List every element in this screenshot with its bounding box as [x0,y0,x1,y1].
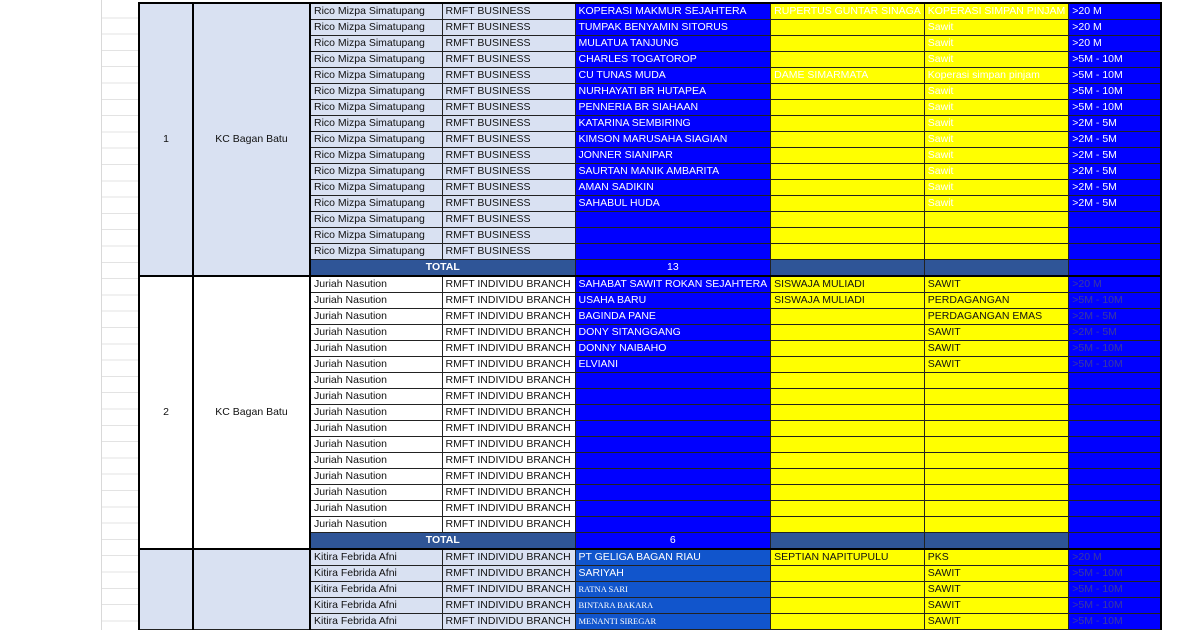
rm-type-cell[interactable]: RMFT BUSINESS [442,36,575,52]
plafond-range-cell[interactable] [1069,244,1161,260]
rm-type-cell[interactable]: RMFT BUSINESS [442,132,575,148]
business-sector-cell[interactable]: Koperasi simpan pinjam [924,68,1069,84]
branch-cell[interactable]: KC Bagan Batu [193,276,310,549]
business-sector-cell[interactable]: SAWIT [924,341,1069,357]
debtor-name-cell[interactable]: BINTARA BAKARA [575,598,771,614]
total-count-cell[interactable]: 13 [575,260,771,277]
rm-type-cell[interactable]: RMFT INDIVIDU BRANCH [442,566,575,582]
plafond-range-cell[interactable]: >5M - 10M [1069,68,1161,84]
debtor-name-cell[interactable] [575,437,771,453]
debtor-name-cell[interactable]: TUMPAK BENYAMIN SITORUS [575,20,771,36]
rm-type-cell[interactable]: RMFT INDIVIDU BRANCH [442,485,575,501]
debtor-name-cell[interactable] [575,389,771,405]
business-sector-cell[interactable] [924,437,1069,453]
pic-cell[interactable] [771,469,925,485]
pic-cell[interactable] [771,116,925,132]
pic-cell[interactable] [771,132,925,148]
rm-type-cell[interactable]: RMFT INDIVIDU BRANCH [442,469,575,485]
rm-type-cell[interactable]: RMFT BUSINESS [442,100,575,116]
rm-name-cell[interactable]: Juriah Nasution [310,453,442,469]
business-sector-cell[interactable] [924,244,1069,260]
rm-type-cell[interactable]: RMFT INDIVIDU BRANCH [442,453,575,469]
rm-name-cell[interactable]: Rico Mizpa Simatupang [310,164,442,180]
rm-name-cell[interactable]: Kitira Febrida Afni [310,566,442,582]
pic-cell[interactable] [771,485,925,501]
pic-cell[interactable] [771,212,925,228]
debtor-name-cell[interactable]: KIMSON MARUSAHA SIAGIAN [575,132,771,148]
business-sector-cell[interactable]: SAWIT [924,582,1069,598]
branch-cell[interactable] [193,549,310,630]
plafond-range-cell[interactable]: >5M - 10M [1069,598,1161,614]
business-sector-cell[interactable] [924,421,1069,437]
business-sector-cell[interactable]: PERDAGANGAN EMAS [924,309,1069,325]
business-sector-cell[interactable]: KOPERASI SIMPAN PINJAM [924,3,1069,20]
debtor-name-cell[interactable]: KATARINA SEMBIRING [575,116,771,132]
pic-cell[interactable] [771,598,925,614]
debtor-name-cell[interactable]: BAGINDA PANE [575,309,771,325]
pic-cell[interactable] [771,437,925,453]
table-row [139,276,1161,293]
business-sector-cell[interactable]: SAWIT [924,276,1069,293]
pic-cell[interactable]: SISWAJA MULIADI [771,293,925,309]
rm-type-cell[interactable]: RMFT BUSINESS [442,212,575,228]
debtor-name-cell[interactable] [575,485,771,501]
row-header-gridlines [101,0,139,630]
rm-type-cell[interactable]: RMFT INDIVIDU BRANCH [442,549,575,566]
plafond-range-cell[interactable]: >2M - 5M [1069,180,1161,196]
debtor-name-cell[interactable] [575,405,771,421]
pic-cell[interactable] [771,52,925,68]
rm-name-cell[interactable]: Juriah Nasution [310,485,442,501]
debtor-name-cell[interactable] [575,228,771,244]
plafond-range-cell[interactable]: >20 M [1069,549,1161,566]
pic-cell[interactable] [771,357,925,373]
pic-cell[interactable] [771,196,925,212]
branch-cell[interactable]: KC Bagan Batu [193,3,310,276]
business-sector-cell[interactable] [924,405,1069,421]
rm-name-cell[interactable]: Kitira Febrida Afni [310,582,442,598]
business-sector-cell[interactable] [924,389,1069,405]
plafond-range-cell[interactable] [1069,517,1161,533]
pic-cell[interactable] [771,325,925,341]
debtor-name-cell[interactable]: SAURTAN MANIK AMBARITA [575,164,771,180]
rm-name-cell[interactable]: Rico Mizpa Simatupang [310,52,442,68]
pic-cell[interactable] [771,36,925,52]
rm-type-cell[interactable]: RMFT BUSINESS [442,148,575,164]
business-sector-cell[interactable] [924,501,1069,517]
business-sector-cell[interactable]: PERDAGANGAN [924,293,1069,309]
debtor-name-cell[interactable]: KOPERASI MAKMUR SEJAHTERA [575,3,771,20]
plafond-range-cell[interactable]: >2M - 5M [1069,196,1161,212]
rm-debtor-table [138,2,1162,630]
debtor-name-cell[interactable]: MENANTI SIREGAR [575,614,771,630]
plafond-range-cell[interactable]: >20 M [1069,276,1161,293]
rm-type-cell[interactable]: RMFT BUSINESS [442,68,575,84]
rm-name-cell[interactable]: Rico Mizpa Simatupang [310,228,442,244]
rm-name-cell[interactable]: Juriah Nasution [310,341,442,357]
table-row [139,549,1161,566]
rm-name-cell[interactable]: Juriah Nasution [310,501,442,517]
debtor-name-cell[interactable] [575,373,771,389]
rm-name-cell[interactable]: Juriah Nasution [310,421,442,437]
pic-cell[interactable] [771,614,925,630]
debtor-name-cell[interactable]: RATNA SARI [575,582,771,598]
rm-type-cell[interactable]: RMFT BUSINESS [442,3,575,20]
business-sector-cell[interactable]: Sawit [924,148,1069,164]
rm-type-cell[interactable]: RMFT INDIVIDU BRANCH [442,501,575,517]
pic-cell[interactable]: DAME SIMARMATA [771,68,925,84]
business-sector-cell[interactable]: Sawit [924,132,1069,148]
rm-name-cell[interactable]: Rico Mizpa Simatupang [310,68,442,84]
business-sector-cell[interactable]: SAWIT [924,614,1069,630]
total-label-cell[interactable]: TOTAL [310,260,575,277]
total-empty-cell[interactable] [771,533,925,550]
rm-type-cell[interactable]: RMFT INDIVIDU BRANCH [442,582,575,598]
rm-name-cell[interactable]: Juriah Nasution [310,517,442,533]
debtor-name-cell[interactable]: PT GELIGA BAGAN RIAU [575,549,771,566]
rm-name-cell[interactable]: Juriah Nasution [310,437,442,453]
rm-name-cell[interactable]: Kitira Febrida Afni [310,614,442,630]
plafond-range-cell[interactable]: >5M - 10M [1069,614,1161,630]
plafond-range-cell[interactable]: >20 M [1069,36,1161,52]
plafond-range-cell[interactable] [1069,437,1161,453]
plafond-range-cell[interactable]: >5M - 10M [1069,582,1161,598]
rm-type-cell[interactable]: RMFT BUSINESS [442,164,575,180]
debtor-name-cell[interactable]: SAHABAT SAWIT ROKAN SEJAHTERA [575,276,771,293]
plafond-range-cell[interactable]: >5M - 10M [1069,357,1161,373]
debtor-name-cell[interactable]: AMAN SADIKIN [575,180,771,196]
plafond-range-cell[interactable]: >5M - 10M [1069,84,1161,100]
rm-type-cell[interactable]: RMFT BUSINESS [442,20,575,36]
rm-type-cell[interactable]: RMFT BUSINESS [442,52,575,68]
rm-name-cell[interactable]: Kitira Febrida Afni [310,598,442,614]
business-sector-cell[interactable]: SAWIT [924,357,1069,373]
plafond-range-cell[interactable] [1069,228,1161,244]
rm-type-cell[interactable]: RMFT BUSINESS [442,116,575,132]
rm-name-cell[interactable]: Rico Mizpa Simatupang [310,132,442,148]
rm-type-cell[interactable]: RMFT INDIVIDU BRANCH [442,325,575,341]
rm-name-cell[interactable]: Rico Mizpa Simatupang [310,116,442,132]
rm-type-cell[interactable]: RMFT BUSINESS [442,84,575,100]
rm-name-cell[interactable]: Rico Mizpa Simatupang [310,20,442,36]
debtor-name-cell[interactable] [575,244,771,260]
debtor-name-cell[interactable]: SAHABUL HUDA [575,196,771,212]
total-count-cell[interactable]: 6 [575,533,771,550]
rm-name-cell[interactable]: Rico Mizpa Simatupang [310,84,442,100]
rm-name-cell[interactable]: Juriah Nasution [310,276,442,293]
plafond-range-cell[interactable]: >20 M [1069,3,1161,20]
pic-cell[interactable] [771,309,925,325]
plafond-range-cell[interactable] [1069,373,1161,389]
plafond-range-cell[interactable] [1069,389,1161,405]
debtor-name-cell[interactable] [575,212,771,228]
debtor-name-cell[interactable] [575,501,771,517]
total-empty-cell[interactable] [924,533,1069,550]
pic-cell[interactable] [771,421,925,437]
pic-cell[interactable] [771,100,925,116]
rm-type-cell[interactable]: RMFT INDIVIDU BRANCH [442,517,575,533]
plafond-range-cell[interactable]: >2M - 5M [1069,116,1161,132]
rm-type-cell[interactable]: RMFT INDIVIDU BRANCH [442,437,575,453]
rm-type-cell[interactable]: RMFT BUSINESS [442,196,575,212]
table-row [139,3,1161,20]
debtor-name-cell[interactable]: NURHAYATI BR HUTAPEA [575,84,771,100]
plafond-range-cell[interactable]: >20 M [1069,20,1161,36]
section-number-cell[interactable] [139,549,193,630]
rm-type-cell[interactable]: RMFT INDIVIDU BRANCH [442,341,575,357]
total-label-cell[interactable]: TOTAL [310,533,575,550]
plafond-range-cell[interactable]: >5M - 10M [1069,52,1161,68]
pic-cell[interactable]: RUPERTUS GUNTAR SINAGA [771,3,925,20]
business-sector-cell[interactable]: Sawit [924,36,1069,52]
business-sector-cell[interactable] [924,212,1069,228]
plafond-range-cell[interactable] [1069,453,1161,469]
rm-name-cell[interactable]: Juriah Nasution [310,325,442,341]
debtor-name-cell[interactable] [575,469,771,485]
business-sector-cell[interactable]: Sawit [924,20,1069,36]
business-sector-cell[interactable] [924,228,1069,244]
debtor-name-cell[interactable] [575,421,771,437]
rm-type-cell[interactable]: RMFT BUSINESS [442,180,575,196]
debtor-name-cell[interactable]: CHARLES TOGATOROP [575,52,771,68]
business-sector-cell[interactable]: Sawit [924,196,1069,212]
business-sector-cell[interactable] [924,517,1069,533]
plafond-range-cell[interactable]: >2M - 5M [1069,325,1161,341]
debtor-name-cell[interactable]: JONNER SIANIPAR [575,148,771,164]
debtor-name-cell[interactable]: ELVIANI [575,357,771,373]
pic-cell[interactable] [771,405,925,421]
rm-type-cell[interactable]: RMFT INDIVIDU BRANCH [442,614,575,630]
pic-cell[interactable] [771,501,925,517]
debtor-name-cell[interactable]: PENNERIA BR SIAHAAN [575,100,771,116]
rm-type-cell[interactable]: RMFT INDIVIDU BRANCH [442,373,575,389]
debtor-name-cell[interactable]: MULATUA TANJUNG [575,36,771,52]
plafond-range-cell[interactable] [1069,469,1161,485]
plafond-range-cell[interactable] [1069,501,1161,517]
pic-cell[interactable] [771,244,925,260]
rm-type-cell[interactable]: RMFT INDIVIDU BRANCH [442,276,575,293]
total-empty-cell[interactable] [771,260,925,277]
rm-type-cell[interactable]: RMFT INDIVIDU BRANCH [442,293,575,309]
rm-name-cell[interactable]: Rico Mizpa Simatupang [310,100,442,116]
plafond-range-cell[interactable]: >2M - 5M [1069,132,1161,148]
plafond-range-cell[interactable] [1069,212,1161,228]
pic-cell[interactable] [771,148,925,164]
rm-type-cell[interactable]: RMFT INDIVIDU BRANCH [442,309,575,325]
pic-cell[interactable]: SISWAJA MULIADI [771,276,925,293]
debtor-name-cell[interactable] [575,453,771,469]
rm-name-cell[interactable]: Rico Mizpa Simatupang [310,36,442,52]
business-sector-cell[interactable]: SAWIT [924,598,1069,614]
business-sector-cell[interactable]: Sawit [924,84,1069,100]
business-sector-cell[interactable]: PKS [924,549,1069,566]
pic-cell[interactable]: SEPTIAN NAPITUPULU [771,549,925,566]
business-sector-cell[interactable]: Sawit [924,52,1069,68]
total-empty-cell[interactable] [924,260,1069,277]
rm-type-cell[interactable]: RMFT INDIVIDU BRANCH [442,421,575,437]
business-sector-cell[interactable]: SAWIT [924,566,1069,582]
pic-cell[interactable] [771,566,925,582]
rm-type-cell[interactable]: RMFT INDIVIDU BRANCH [442,357,575,373]
pic-cell[interactable] [771,180,925,196]
business-sector-cell[interactable]: Sawit [924,180,1069,196]
rm-name-cell[interactable]: Juriah Nasution [310,469,442,485]
debtor-name-cell[interactable]: DONNY NAIBAHO [575,341,771,357]
rm-name-cell[interactable]: Juriah Nasution [310,357,442,373]
debtor-name-cell[interactable]: CU TUNAS MUDA [575,68,771,84]
business-sector-cell[interactable]: Sawit [924,100,1069,116]
business-sector-cell[interactable] [924,485,1069,501]
pic-cell[interactable] [771,20,925,36]
business-sector-cell[interactable]: Sawit [924,116,1069,132]
plafond-range-cell[interactable] [1069,405,1161,421]
rm-type-cell[interactable]: RMFT BUSINESS [442,228,575,244]
plafond-range-cell[interactable]: >5M - 10M [1069,566,1161,582]
debtor-name-cell[interactable]: DONY SITANGGANG [575,325,771,341]
debtor-name-cell[interactable] [575,517,771,533]
plafond-range-cell[interactable] [1069,421,1161,437]
rm-name-cell[interactable]: Juriah Nasution [310,309,442,325]
business-sector-cell[interactable] [924,453,1069,469]
rm-name-cell[interactable]: Kitira Febrida Afni [310,549,442,566]
business-sector-cell[interactable]: Sawit [924,164,1069,180]
rm-name-cell[interactable]: Rico Mizpa Simatupang [310,196,442,212]
debtor-name-cell[interactable]: SARIYAH [575,566,771,582]
plafond-range-cell[interactable]: >2M - 5M [1069,148,1161,164]
rm-name-cell[interactable]: Rico Mizpa Simatupang [310,3,442,20]
pic-cell[interactable] [771,164,925,180]
section-number-cell[interactable]: 2 [139,276,193,549]
pic-cell[interactable] [771,84,925,100]
section-number-cell[interactable]: 1 [139,3,193,276]
pic-cell[interactable] [771,517,925,533]
business-sector-cell[interactable]: SAWIT [924,325,1069,341]
plafond-range-cell[interactable]: >5M - 10M [1069,293,1161,309]
pic-cell[interactable] [771,453,925,469]
rm-name-cell[interactable]: Rico Mizpa Simatupang [310,244,442,260]
rm-name-cell[interactable]: Juriah Nasution [310,405,442,421]
plafond-range-cell[interactable]: >5M - 10M [1069,341,1161,357]
debtor-name-cell[interactable]: USAHA BARU [575,293,771,309]
business-sector-cell[interactable] [924,373,1069,389]
rm-name-cell[interactable]: Juriah Nasution [310,293,442,309]
business-sector-cell[interactable] [924,469,1069,485]
rm-name-cell[interactable]: Juriah Nasution [310,373,442,389]
rm-type-cell[interactable]: RMFT BUSINESS [442,244,575,260]
rm-name-cell[interactable]: Juriah Nasution [310,389,442,405]
pic-cell[interactable] [771,389,925,405]
plafond-range-cell[interactable]: >2M - 5M [1069,164,1161,180]
pic-cell[interactable] [771,228,925,244]
pic-cell[interactable] [771,341,925,357]
pic-cell[interactable] [771,582,925,598]
rm-name-cell[interactable]: Rico Mizpa Simatupang [310,212,442,228]
total-empty-cell[interactable] [1069,533,1161,550]
rm-type-cell[interactable]: RMFT INDIVIDU BRANCH [442,598,575,614]
plafond-range-cell[interactable] [1069,485,1161,501]
rm-type-cell[interactable]: RMFT INDIVIDU BRANCH [442,389,575,405]
plafond-range-cell[interactable]: >2M - 5M [1069,309,1161,325]
total-empty-cell[interactable] [1069,260,1161,277]
plafond-range-cell[interactable]: >5M - 10M [1069,100,1161,116]
pic-cell[interactable] [771,373,925,389]
rm-name-cell[interactable]: Rico Mizpa Simatupang [310,180,442,196]
rm-type-cell[interactable]: RMFT INDIVIDU BRANCH [442,405,575,421]
rm-name-cell[interactable]: Rico Mizpa Simatupang [310,148,442,164]
